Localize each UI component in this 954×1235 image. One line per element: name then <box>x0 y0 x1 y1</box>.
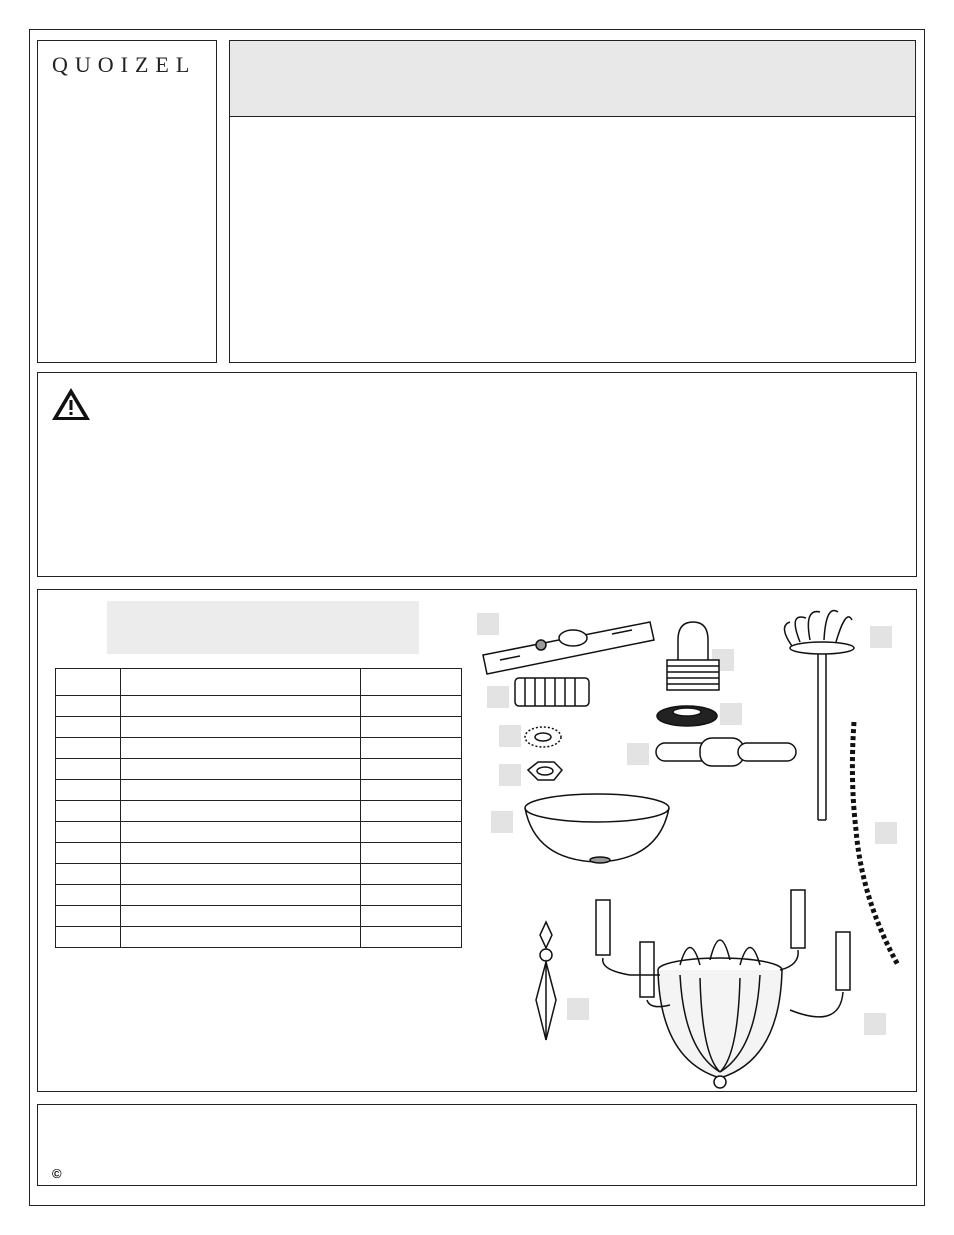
lock-washer-drawing <box>525 727 561 747</box>
crystal-drawing <box>536 922 556 1040</box>
hex-nut-drawing <box>528 762 562 780</box>
fixture-drawing <box>596 890 850 1088</box>
nipple-drawing <box>515 678 589 706</box>
chain-link-drawing <box>656 738 796 766</box>
canopy-crown-drawing <box>784 611 854 820</box>
coupling-nut-drawing <box>657 706 717 726</box>
footer-panel <box>37 1104 917 1186</box>
brand-logo: QUOIZEL <box>52 52 197 77</box>
crossbar-drawing <box>483 622 654 674</box>
copyright-symbol: © <box>52 1166 62 1181</box>
chain-drawing <box>852 722 898 965</box>
canopy-drawing <box>525 794 669 863</box>
loop-drawing <box>667 622 719 690</box>
